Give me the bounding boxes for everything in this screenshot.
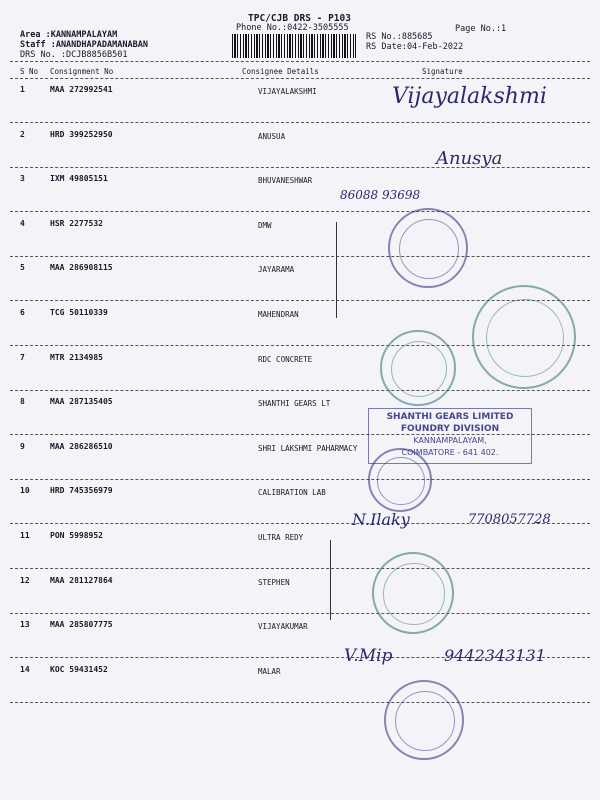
route-title: TPC/CJB DRS - P103 bbox=[248, 13, 351, 24]
consignment-number: HRD 745356979 bbox=[50, 486, 113, 496]
table-row bbox=[0, 214, 600, 258]
circular-stamp bbox=[384, 680, 464, 760]
table-row bbox=[0, 660, 600, 704]
table-row bbox=[0, 571, 600, 615]
circular-stamp bbox=[388, 208, 468, 288]
table-row bbox=[0, 125, 600, 169]
consignee-name: MAHENDRAN bbox=[258, 310, 299, 319]
drs-number: DRS No. :DCJB8856B501 bbox=[20, 50, 128, 60]
consignment-number: PON 5998952 bbox=[50, 531, 103, 540]
circular-stamp bbox=[372, 552, 454, 634]
col-signature: Signature bbox=[422, 67, 463, 76]
consignee-name: ANUSUA bbox=[258, 131, 286, 141]
consignment-number: HRD 399252950 bbox=[50, 129, 113, 139]
consignee-name: BHUVANESHWAR bbox=[258, 176, 313, 186]
consignment-number: IXM 49805151 bbox=[50, 174, 108, 184]
serial-number: 4 bbox=[20, 218, 25, 228]
consignee-name: SHRI LAKSHMI PAHARMACY bbox=[258, 443, 358, 453]
rs-number: RS No.:885685 bbox=[366, 32, 433, 42]
area-label: Area :KANNAMPALAYAM bbox=[20, 30, 118, 40]
barcode bbox=[232, 34, 356, 58]
consignment-number: MTR 2134985 bbox=[50, 352, 103, 362]
circular-stamp bbox=[472, 285, 576, 389]
consignment-number: MAA 281127864 bbox=[50, 575, 113, 585]
row-divider bbox=[10, 613, 590, 614]
row-divider bbox=[10, 211, 590, 212]
consignment-number: MAA 286908115 bbox=[50, 263, 113, 273]
consignee-name: DMW bbox=[258, 220, 272, 230]
col-consignment: Consignment No bbox=[50, 67, 114, 76]
row-divider bbox=[10, 256, 590, 257]
serial-number: 7 bbox=[20, 352, 25, 362]
stamp-line: COIMBATORE - 641 402. bbox=[401, 448, 499, 457]
table-row bbox=[0, 526, 600, 570]
row-divider bbox=[10, 167, 590, 168]
vertical-line bbox=[336, 222, 337, 318]
serial-number: 13 bbox=[20, 620, 30, 630]
col-sno: S No bbox=[20, 67, 39, 76]
consignee-name: ULTRA REDY bbox=[258, 533, 304, 542]
row-divider bbox=[10, 122, 590, 123]
row-divider bbox=[10, 568, 590, 569]
serial-number: 11 bbox=[20, 531, 30, 540]
table-row bbox=[0, 169, 600, 213]
row-divider bbox=[10, 479, 590, 480]
consignee-name: JAYARAMA bbox=[258, 265, 295, 275]
phone-number: Phone No.:0422-3505555 bbox=[236, 23, 349, 33]
serial-number: 9 bbox=[20, 441, 25, 451]
signature-1: Vijayalakshmi bbox=[392, 84, 547, 109]
signature-2: Anusya bbox=[436, 148, 503, 169]
serial-number: 6 bbox=[20, 308, 25, 317]
phone-row-13: 9442343131 bbox=[444, 646, 546, 665]
consignment-number: MAA 286286510 bbox=[50, 441, 113, 451]
consignee-name: VIJAYAKUMAR bbox=[258, 622, 308, 632]
stamp-line: FOUNDRY DIVISION bbox=[400, 424, 500, 434]
consignee-name: SHANTHI GEARS LT bbox=[258, 399, 331, 409]
consignee-name: STEPHEN bbox=[258, 577, 290, 587]
consignment-number: MAA 285807775 bbox=[50, 620, 113, 630]
row-divider bbox=[10, 390, 590, 391]
consignment-number: TCG 50110339 bbox=[50, 308, 108, 317]
serial-number: 5 bbox=[20, 263, 25, 273]
stamp-line: SHANTHI GEARS LIMITED bbox=[386, 412, 514, 422]
rs-date: RS Date:04-Feb-2022 bbox=[366, 42, 464, 52]
serial-number: 10 bbox=[20, 486, 30, 496]
serial-number: 1 bbox=[20, 85, 25, 94]
serial-number: 12 bbox=[20, 575, 30, 585]
serial-number: 14 bbox=[20, 664, 30, 674]
circular-stamp bbox=[368, 448, 432, 512]
divider bbox=[10, 61, 590, 62]
consignee-name: MALAR bbox=[258, 666, 281, 676]
consignment-number: KOC 59431452 bbox=[50, 664, 108, 674]
signature-10: N.Ilaky bbox=[352, 510, 410, 529]
page-number: Page No.:1 bbox=[455, 24, 507, 34]
row-divider bbox=[10, 702, 590, 703]
consignment-number: MAA 287135405 bbox=[50, 397, 113, 407]
stamp-line: KANNAMPALAYAM, bbox=[413, 436, 487, 445]
signature-13: V.Mip bbox=[344, 646, 393, 666]
phone-row-10: 7708057728 bbox=[468, 512, 551, 527]
consignee-name: RDC CONCRETE bbox=[258, 354, 313, 364]
vertical-line bbox=[330, 540, 331, 620]
consignment-number: HSR 2277532 bbox=[50, 218, 103, 228]
phone-row-3: 86088 93698 bbox=[340, 188, 421, 202]
col-consignee: Consignee Details bbox=[242, 67, 319, 76]
serial-number: 3 bbox=[20, 174, 25, 184]
serial-number: 8 bbox=[20, 397, 25, 407]
serial-number: 2 bbox=[20, 129, 25, 139]
consignee-name: VIJAYALAKSHMI bbox=[258, 87, 317, 96]
consignee-name: CALIBRATION LAB bbox=[258, 488, 326, 498]
circular-stamp bbox=[380, 330, 456, 406]
consignment-number: MAA 272992541 bbox=[50, 85, 113, 94]
divider bbox=[10, 78, 590, 79]
staff-label: Staff :ANANDHAPADAMANABAN bbox=[20, 40, 148, 50]
